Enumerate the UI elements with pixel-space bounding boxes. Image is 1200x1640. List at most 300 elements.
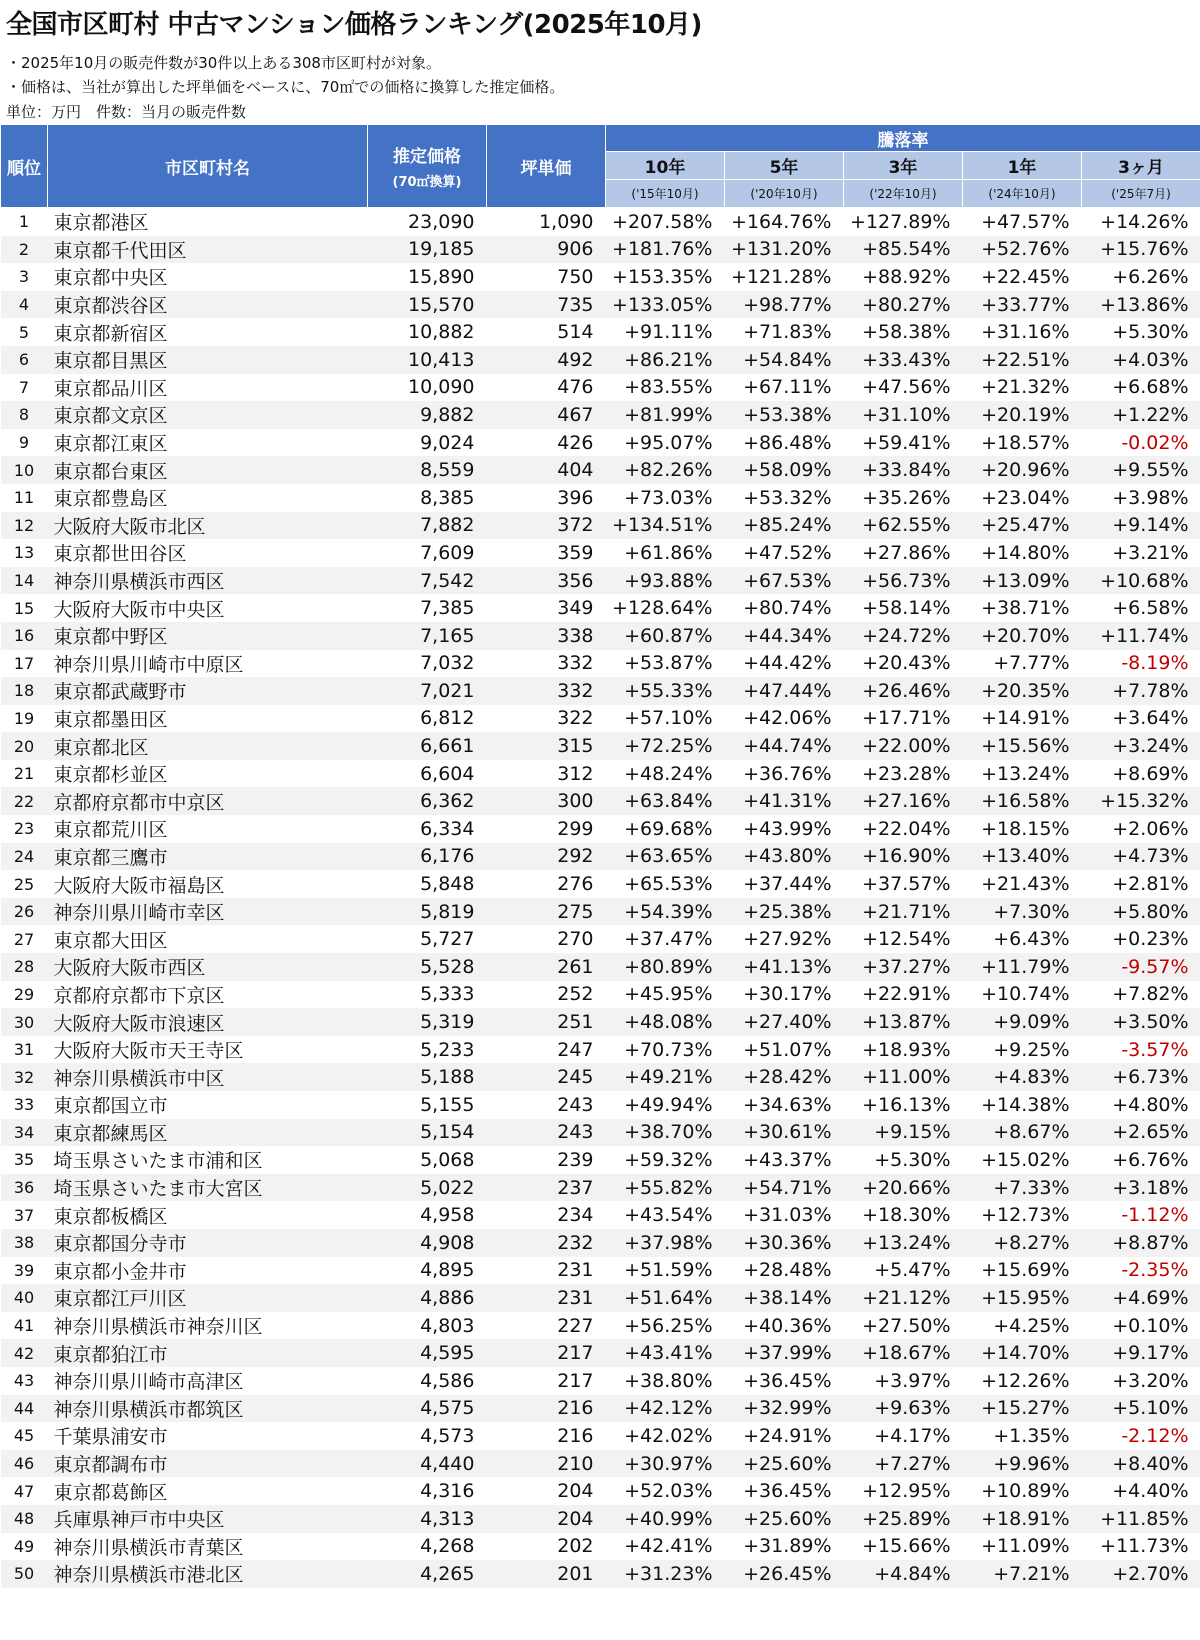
change-1y-cell: +14.91% bbox=[981, 707, 1070, 730]
tsubo-price-cell: 216 bbox=[487, 1395, 606, 1423]
change-5y-cell: +44.74% bbox=[725, 732, 844, 760]
change-10y-cell: +153.35% bbox=[612, 265, 713, 288]
change-3y-cell: +3.97% bbox=[874, 1369, 951, 1392]
change-3y-cell: +37.57% bbox=[862, 873, 951, 896]
change-5y-cell: +37.99% bbox=[725, 1339, 844, 1367]
table-row bbox=[1, 1367, 1200, 1395]
change-5y-cell: +54.71% bbox=[725, 1174, 844, 1202]
change-3y-cell: +37.27% bbox=[844, 953, 963, 981]
tsubo-price-cell: 735 bbox=[487, 291, 606, 319]
header-period-1y: 1年 bbox=[963, 152, 1082, 180]
change-1y-cell: +7.21% bbox=[963, 1560, 1082, 1588]
municipality-name-cell: 東京都大田区 bbox=[53, 929, 168, 952]
change-10y-cell: +37.98% bbox=[606, 1229, 725, 1257]
change-3y-cell: +13.87% bbox=[844, 1008, 963, 1036]
change-3m-cell: +9.14% bbox=[1082, 512, 1200, 540]
estimated-price-cell: 10,090 bbox=[408, 376, 475, 399]
header-period-5y: 5年 bbox=[725, 152, 844, 180]
table-row bbox=[1, 1119, 1200, 1147]
table-body bbox=[1, 208, 1200, 1588]
change-5y-cell: +31.03% bbox=[743, 1204, 832, 1227]
change-1y-cell: +25.47% bbox=[963, 512, 1082, 540]
tsubo-price-cell: 227 bbox=[557, 1314, 594, 1337]
municipality-name-cell: 神奈川県横浜市西区 bbox=[48, 567, 368, 595]
tsubo-price-cell: 276 bbox=[557, 873, 594, 896]
change-10y-cell: +133.05% bbox=[606, 291, 725, 319]
change-5y-cell: +30.36% bbox=[725, 1229, 844, 1257]
table-row bbox=[1, 981, 1200, 1009]
change-10y-cell: +51.64% bbox=[606, 1284, 725, 1312]
municipality-name-cell: 東京都国分寺市 bbox=[48, 1229, 368, 1257]
change-3m-cell: +5.30% bbox=[1112, 321, 1189, 344]
tsubo-price-cell: 270 bbox=[557, 928, 594, 951]
note-units: 単位：万円 件数：当月の販売件数 bbox=[6, 103, 247, 121]
rank-cell: 27 bbox=[13, 929, 35, 949]
change-3m-cell: +6.73% bbox=[1082, 1063, 1200, 1091]
change-1y-cell: +18.91% bbox=[963, 1505, 1082, 1533]
change-3m-cell: -8.19% bbox=[1121, 652, 1189, 675]
header-tsubo: 坪単価 bbox=[487, 125, 606, 208]
municipality-name-cell: 東京都墨田区 bbox=[53, 708, 168, 731]
change-10y-cell: +63.84% bbox=[606, 787, 725, 815]
rank-cell: 37 bbox=[13, 1205, 35, 1225]
table-row bbox=[1, 374, 1200, 402]
rank-cell: 13 bbox=[13, 543, 35, 563]
change-1y-cell: +10.74% bbox=[981, 983, 1070, 1006]
estimated-price-cell: 6,176 bbox=[368, 843, 487, 871]
rank-cell: 40 bbox=[1, 1284, 48, 1312]
change-1y-cell: +22.51% bbox=[963, 346, 1082, 374]
change-3m-cell: -3.57% bbox=[1121, 1038, 1189, 1061]
municipality-name-cell: 東京都江戸川区 bbox=[48, 1284, 368, 1312]
estimated-price-cell: 7,032 bbox=[420, 652, 475, 675]
tsubo-price-cell: 243 bbox=[557, 1093, 594, 1116]
header-period-1y-date: ('24年10月) bbox=[963, 180, 1082, 208]
tsubo-price-cell: 252 bbox=[557, 983, 594, 1006]
change-3y-cell: +18.67% bbox=[844, 1339, 963, 1367]
change-10y-cell: +40.99% bbox=[606, 1505, 725, 1533]
estimated-price-cell: 4,595 bbox=[368, 1339, 487, 1367]
table-row bbox=[1, 650, 1200, 678]
tsubo-price-cell: 514 bbox=[557, 321, 594, 344]
tsubo-price-cell: 372 bbox=[487, 512, 606, 540]
change-3y-cell: +13.24% bbox=[844, 1229, 963, 1257]
change-3y-cell: +56.73% bbox=[844, 567, 963, 595]
change-3m-cell: +5.10% bbox=[1082, 1395, 1200, 1423]
table-row bbox=[1, 346, 1200, 374]
table-row bbox=[1, 622, 1200, 650]
municipality-name-cell: 神奈川県横浜市青葉区 bbox=[53, 1536, 244, 1559]
estimated-price-cell: 7,165 bbox=[368, 622, 487, 650]
rank-cell: 33 bbox=[13, 1095, 35, 1115]
header-period-3m-date: ('25年7月) bbox=[1082, 180, 1200, 208]
change-1y-cell: +14.70% bbox=[963, 1339, 1082, 1367]
change-3y-cell: +23.28% bbox=[862, 762, 951, 785]
rank-cell: 35 bbox=[13, 1150, 35, 1170]
estimated-price-cell: 9,024 bbox=[420, 431, 475, 454]
change-10y-cell: +38.80% bbox=[624, 1369, 713, 1392]
municipality-name-cell: 神奈川県横浜市中区 bbox=[48, 1063, 368, 1091]
change-5y-cell: +47.44% bbox=[725, 677, 844, 705]
rank-cell: 10 bbox=[1, 456, 48, 484]
estimated-price-cell: 4,268 bbox=[420, 1535, 475, 1558]
change-3y-cell: +85.54% bbox=[844, 236, 963, 264]
municipality-name-cell: 大阪府大阪市中央区 bbox=[53, 598, 225, 621]
estimated-price-cell: 4,316 bbox=[420, 1480, 475, 1503]
tsubo-price-cell: 239 bbox=[557, 1148, 594, 1171]
change-1y-cell: +8.27% bbox=[963, 1229, 1082, 1257]
estimated-price-cell: 4,886 bbox=[368, 1284, 487, 1312]
change-10y-cell: +48.08% bbox=[606, 1008, 725, 1036]
change-3y-cell: +22.91% bbox=[862, 983, 951, 1006]
rank-cell: 36 bbox=[1, 1174, 48, 1202]
change-3m-cell: +7.78% bbox=[1082, 677, 1200, 705]
change-5y-cell: +31.89% bbox=[743, 1535, 832, 1558]
rank-cell: 1 bbox=[18, 212, 30, 232]
change-3y-cell: +12.95% bbox=[862, 1480, 951, 1503]
change-5y-cell: +121.28% bbox=[731, 265, 832, 288]
change-10y-cell: +45.95% bbox=[624, 983, 713, 1006]
change-5y-cell: +71.83% bbox=[743, 321, 832, 344]
change-3m-cell: +4.80% bbox=[1112, 1093, 1189, 1116]
rank-cell: 32 bbox=[1, 1063, 48, 1091]
municipality-name-cell: 東京都新宿区 bbox=[53, 322, 168, 345]
change-10y-cell: +61.86% bbox=[624, 541, 713, 564]
change-10y-cell: +86.21% bbox=[606, 346, 725, 374]
change-10y-cell: +134.51% bbox=[606, 512, 725, 540]
table-row bbox=[1, 291, 1200, 319]
estimated-price-cell: 19,185 bbox=[368, 236, 487, 264]
change-1y-cell: +15.95% bbox=[963, 1284, 1082, 1312]
change-10y-cell: +42.12% bbox=[606, 1395, 725, 1423]
change-1y-cell: +9.09% bbox=[963, 1008, 1082, 1036]
rank-cell: 21 bbox=[13, 764, 35, 784]
estimated-price-cell: 23,090 bbox=[408, 210, 475, 233]
table-row bbox=[1, 925, 1200, 953]
header-period-10y: 10年 bbox=[606, 152, 725, 180]
estimated-price-cell: 4,573 bbox=[420, 1424, 475, 1447]
estimated-price-cell: 10,882 bbox=[408, 321, 475, 344]
rank-cell: 2 bbox=[1, 236, 48, 264]
change-5y-cell: +85.24% bbox=[725, 512, 844, 540]
change-10y-cell: +43.54% bbox=[624, 1204, 713, 1227]
estimated-price-cell: 5,319 bbox=[368, 1008, 487, 1036]
table-row bbox=[1, 594, 1200, 622]
change-5y-cell: +28.42% bbox=[725, 1063, 844, 1091]
table-row bbox=[1, 401, 1200, 429]
change-1y-cell: +4.83% bbox=[963, 1063, 1082, 1091]
estimated-price-cell: 8,385 bbox=[420, 486, 475, 509]
change-1y-cell: +15.27% bbox=[963, 1395, 1082, 1423]
change-3y-cell: +127.89% bbox=[850, 210, 951, 233]
municipality-name-cell: 東京都目黒区 bbox=[48, 346, 368, 374]
change-5y-cell: +86.48% bbox=[743, 431, 832, 454]
change-5y-cell: +28.48% bbox=[743, 1259, 832, 1282]
rank-cell: 20 bbox=[1, 732, 48, 760]
change-3m-cell: +4.73% bbox=[1082, 843, 1200, 871]
change-1y-cell: +18.57% bbox=[981, 431, 1070, 454]
estimated-price-cell: 5,068 bbox=[420, 1148, 475, 1171]
municipality-name-cell: 東京都荒川区 bbox=[53, 819, 168, 842]
change-1y-cell: +8.67% bbox=[963, 1119, 1082, 1147]
rank-cell: 26 bbox=[1, 898, 48, 926]
header-period-5y-date: ('20年10月) bbox=[725, 180, 844, 208]
change-10y-cell: +37.47% bbox=[624, 928, 713, 951]
municipality-name-cell: 埼玉県さいたま市浦和区 bbox=[53, 1150, 263, 1173]
page-title: 全国市区町村 中古マンション価格ランキング(2025年10月) bbox=[6, 10, 702, 40]
table-row bbox=[1, 705, 1200, 733]
change-5y-cell: +25.38% bbox=[725, 898, 844, 926]
change-1y-cell: +14.38% bbox=[981, 1093, 1070, 1116]
rank-cell: 4 bbox=[1, 291, 48, 319]
change-3m-cell: +3.21% bbox=[1112, 541, 1189, 564]
table-row bbox=[1, 456, 1200, 484]
municipality-name-cell: 東京都練馬区 bbox=[48, 1119, 368, 1147]
estimated-price-cell: 4,575 bbox=[368, 1395, 487, 1423]
rank-cell: 11 bbox=[13, 488, 35, 508]
change-1y-cell: +20.35% bbox=[963, 677, 1082, 705]
change-1y-cell: +23.04% bbox=[981, 486, 1070, 509]
rank-cell: 44 bbox=[1, 1395, 48, 1423]
table-row bbox=[1, 236, 1200, 264]
header-price-main: 推定価格 bbox=[393, 147, 461, 167]
table-row bbox=[1, 1174, 1200, 1202]
change-3y-cell: +31.10% bbox=[844, 401, 963, 429]
change-1y-cell: +15.02% bbox=[981, 1148, 1070, 1171]
change-3y-cell: +47.56% bbox=[862, 376, 951, 399]
change-10y-cell: +95.07% bbox=[624, 431, 713, 454]
change-3y-cell: +18.93% bbox=[862, 1038, 951, 1061]
change-5y-cell: +37.44% bbox=[743, 873, 832, 896]
estimated-price-cell: 15,570 bbox=[368, 291, 487, 319]
table-row bbox=[1, 843, 1200, 871]
table-row bbox=[1, 1091, 1200, 1119]
estimated-price-cell: 15,890 bbox=[408, 265, 475, 288]
rank-cell: 8 bbox=[1, 401, 48, 429]
change-10y-cell: +72.25% bbox=[606, 732, 725, 760]
municipality-name-cell: 大阪府大阪市天王寺区 bbox=[53, 1040, 244, 1063]
table-row bbox=[1, 953, 1200, 981]
change-3m-cell: +3.98% bbox=[1112, 486, 1189, 509]
rank-cell: 38 bbox=[1, 1229, 48, 1257]
change-3y-cell: +27.50% bbox=[862, 1314, 951, 1337]
change-3y-cell: +58.38% bbox=[862, 321, 951, 344]
change-5y-cell: +41.13% bbox=[725, 953, 844, 981]
estimated-price-cell: 5,848 bbox=[420, 873, 475, 896]
change-10y-cell: +49.21% bbox=[606, 1063, 725, 1091]
change-3y-cell: +12.54% bbox=[862, 928, 951, 951]
change-5y-cell: +36.45% bbox=[743, 1369, 832, 1392]
change-10y-cell: +43.41% bbox=[606, 1339, 725, 1367]
change-3m-cell: +9.17% bbox=[1082, 1339, 1200, 1367]
change-3m-cell: +14.26% bbox=[1100, 210, 1189, 233]
tsubo-price-cell: 750 bbox=[557, 265, 594, 288]
change-1y-cell: +20.96% bbox=[963, 456, 1082, 484]
table-row bbox=[1, 1201, 1200, 1229]
change-3m-cell: -2.12% bbox=[1121, 1424, 1189, 1447]
change-10y-cell: +49.94% bbox=[624, 1093, 713, 1116]
estimated-price-cell: 4,908 bbox=[368, 1229, 487, 1257]
change-1y-cell: +22.45% bbox=[981, 265, 1070, 288]
ranking-table bbox=[0, 124, 1200, 1588]
change-3m-cell: +3.18% bbox=[1082, 1174, 1200, 1202]
change-5y-cell: +98.77% bbox=[725, 291, 844, 319]
change-10y-cell: +93.88% bbox=[606, 567, 725, 595]
change-1y-cell: +14.80% bbox=[981, 541, 1070, 564]
change-1y-cell: +18.15% bbox=[981, 817, 1070, 840]
municipality-name-cell: 東京都港区 bbox=[53, 212, 149, 235]
change-3y-cell: +21.71% bbox=[844, 898, 963, 926]
tsubo-price-cell: 204 bbox=[557, 1480, 594, 1503]
table-row bbox=[1, 512, 1200, 540]
header-period-10y-date: ('15年10月) bbox=[606, 180, 725, 208]
table-row bbox=[1, 787, 1200, 815]
change-1y-cell: +7.77% bbox=[993, 652, 1070, 675]
change-5y-cell: +53.32% bbox=[743, 486, 832, 509]
table-row bbox=[1, 539, 1200, 567]
estimated-price-cell: 8,559 bbox=[368, 456, 487, 484]
change-10y-cell: +69.68% bbox=[624, 817, 713, 840]
table-row bbox=[1, 870, 1200, 898]
change-3m-cell: +2.70% bbox=[1082, 1560, 1200, 1588]
change-3m-cell: +11.73% bbox=[1100, 1535, 1189, 1558]
change-5y-cell: +25.60% bbox=[725, 1450, 844, 1478]
tsubo-price-cell: 210 bbox=[487, 1450, 606, 1478]
change-3y-cell: +62.55% bbox=[844, 512, 963, 540]
change-5y-cell: +44.42% bbox=[743, 652, 832, 675]
municipality-name-cell: 兵庫県神戸市中央区 bbox=[48, 1505, 368, 1533]
tsubo-price-cell: 201 bbox=[487, 1560, 606, 1588]
change-10y-cell: +52.03% bbox=[624, 1480, 713, 1503]
note-price-method: ・価格は、当社が算出した坪単価をベースに、70㎡での価格に換算した推定価格。 bbox=[6, 78, 565, 96]
change-3m-cell: +3.20% bbox=[1112, 1369, 1189, 1392]
change-1y-cell: +4.25% bbox=[993, 1314, 1070, 1337]
estimated-price-cell: 6,334 bbox=[420, 817, 475, 840]
change-1y-cell: +7.30% bbox=[963, 898, 1082, 926]
change-3m-cell: +5.80% bbox=[1082, 898, 1200, 926]
municipality-name-cell: 京都府京都市下京区 bbox=[53, 984, 225, 1007]
estimated-price-cell: 7,542 bbox=[368, 567, 487, 595]
change-1y-cell: +33.77% bbox=[963, 291, 1082, 319]
change-3y-cell: +5.47% bbox=[874, 1259, 951, 1282]
change-3m-cell: +15.32% bbox=[1082, 787, 1200, 815]
municipality-name-cell: 東京都狛江市 bbox=[48, 1339, 368, 1367]
rank-cell: 47 bbox=[13, 1481, 35, 1501]
rank-cell: 19 bbox=[13, 708, 35, 728]
change-10y-cell: +48.24% bbox=[624, 762, 713, 785]
change-10y-cell: +55.33% bbox=[606, 677, 725, 705]
estimated-price-cell: 4,958 bbox=[420, 1204, 475, 1227]
tsubo-price-cell: 906 bbox=[487, 236, 606, 264]
municipality-name-cell: 東京都中央区 bbox=[53, 267, 168, 290]
table-row bbox=[1, 1560, 1200, 1588]
tsubo-price-cell: 216 bbox=[557, 1424, 594, 1447]
change-1y-cell: +38.71% bbox=[981, 597, 1070, 620]
estimated-price-cell: 5,022 bbox=[368, 1174, 487, 1202]
table-row bbox=[1, 567, 1200, 595]
change-1y-cell: +11.79% bbox=[963, 953, 1082, 981]
change-5y-cell: +53.38% bbox=[725, 401, 844, 429]
change-10y-cell: +59.32% bbox=[624, 1148, 713, 1171]
change-3m-cell: +4.40% bbox=[1112, 1480, 1189, 1503]
change-3y-cell: +4.17% bbox=[874, 1424, 951, 1447]
municipality-name-cell: 東京都台東区 bbox=[48, 456, 368, 484]
change-10y-cell: +65.53% bbox=[624, 873, 713, 896]
tsubo-price-cell: 231 bbox=[487, 1284, 606, 1312]
table-row bbox=[1, 898, 1200, 926]
change-10y-cell: +54.39% bbox=[606, 898, 725, 926]
change-3m-cell: +15.76% bbox=[1082, 236, 1200, 264]
change-1y-cell: +1.35% bbox=[993, 1424, 1070, 1447]
change-1y-cell: +15.69% bbox=[981, 1259, 1070, 1282]
table-row bbox=[1, 1229, 1200, 1257]
estimated-price-cell: 5,154 bbox=[368, 1119, 487, 1147]
change-3m-cell: +6.26% bbox=[1112, 265, 1189, 288]
change-3m-cell: +2.81% bbox=[1112, 873, 1189, 896]
change-3m-cell: +3.64% bbox=[1112, 707, 1189, 730]
rank-cell: 46 bbox=[1, 1450, 48, 1478]
change-1y-cell: +31.16% bbox=[981, 321, 1070, 344]
estimated-price-cell: 4,803 bbox=[420, 1314, 475, 1337]
estimated-price-cell: 5,188 bbox=[368, 1063, 487, 1091]
municipality-name-cell: 東京都品川区 bbox=[53, 377, 168, 400]
change-5y-cell: +67.11% bbox=[743, 376, 832, 399]
change-3y-cell: +88.92% bbox=[862, 265, 951, 288]
change-10y-cell: +55.82% bbox=[606, 1174, 725, 1202]
municipality-name-cell: 大阪府大阪市西区 bbox=[48, 953, 368, 981]
rank-cell: 48 bbox=[1, 1505, 48, 1533]
change-1y-cell: +52.76% bbox=[963, 236, 1082, 264]
rank-cell: 42 bbox=[1, 1339, 48, 1367]
municipality-name-cell: 神奈川県横浜市港北区 bbox=[48, 1560, 368, 1588]
change-10y-cell: +128.64% bbox=[612, 597, 713, 620]
rank-cell: 45 bbox=[13, 1426, 35, 1446]
table-row bbox=[1, 732, 1200, 760]
estimated-price-cell: 7,021 bbox=[368, 677, 487, 705]
rank-cell: 16 bbox=[1, 622, 48, 650]
rank-cell: 31 bbox=[13, 1040, 35, 1060]
municipality-name-cell: 神奈川県川崎市中原区 bbox=[53, 653, 244, 676]
estimated-price-cell: 4,895 bbox=[420, 1259, 475, 1282]
table-row bbox=[1, 1422, 1200, 1450]
tsubo-price-cell: 476 bbox=[557, 376, 594, 399]
header-price bbox=[368, 125, 487, 208]
change-3m-cell: +11.85% bbox=[1082, 1505, 1200, 1533]
municipality-name-cell: 東京都文京区 bbox=[48, 401, 368, 429]
estimated-price-cell: 7,609 bbox=[420, 541, 475, 564]
municipality-name-cell: 東京都小金井市 bbox=[53, 1260, 187, 1283]
change-3y-cell: +16.13% bbox=[862, 1093, 951, 1116]
change-5y-cell: +36.76% bbox=[743, 762, 832, 785]
change-3y-cell: +9.63% bbox=[844, 1395, 963, 1423]
tsubo-price-cell: 1,090 bbox=[539, 210, 594, 233]
change-1y-cell: +10.89% bbox=[981, 1480, 1070, 1503]
change-5y-cell: +27.92% bbox=[743, 928, 832, 951]
change-3y-cell: +4.84% bbox=[844, 1560, 963, 1588]
change-3y-cell: +5.30% bbox=[874, 1148, 951, 1171]
change-5y-cell: +58.09% bbox=[725, 456, 844, 484]
tsubo-price-cell: 332 bbox=[487, 677, 606, 705]
rank-cell: 23 bbox=[13, 819, 35, 839]
rank-cell: 15 bbox=[13, 598, 35, 618]
tsubo-price-cell: 247 bbox=[557, 1038, 594, 1061]
estimated-price-cell: 6,604 bbox=[420, 762, 475, 785]
municipality-name-cell: 大阪府大阪市北区 bbox=[48, 512, 368, 540]
tsubo-price-cell: 204 bbox=[487, 1505, 606, 1533]
municipality-name-cell: 東京都豊島区 bbox=[53, 488, 168, 511]
rank-cell: 41 bbox=[13, 1316, 35, 1336]
change-3y-cell: +11.00% bbox=[844, 1063, 963, 1091]
